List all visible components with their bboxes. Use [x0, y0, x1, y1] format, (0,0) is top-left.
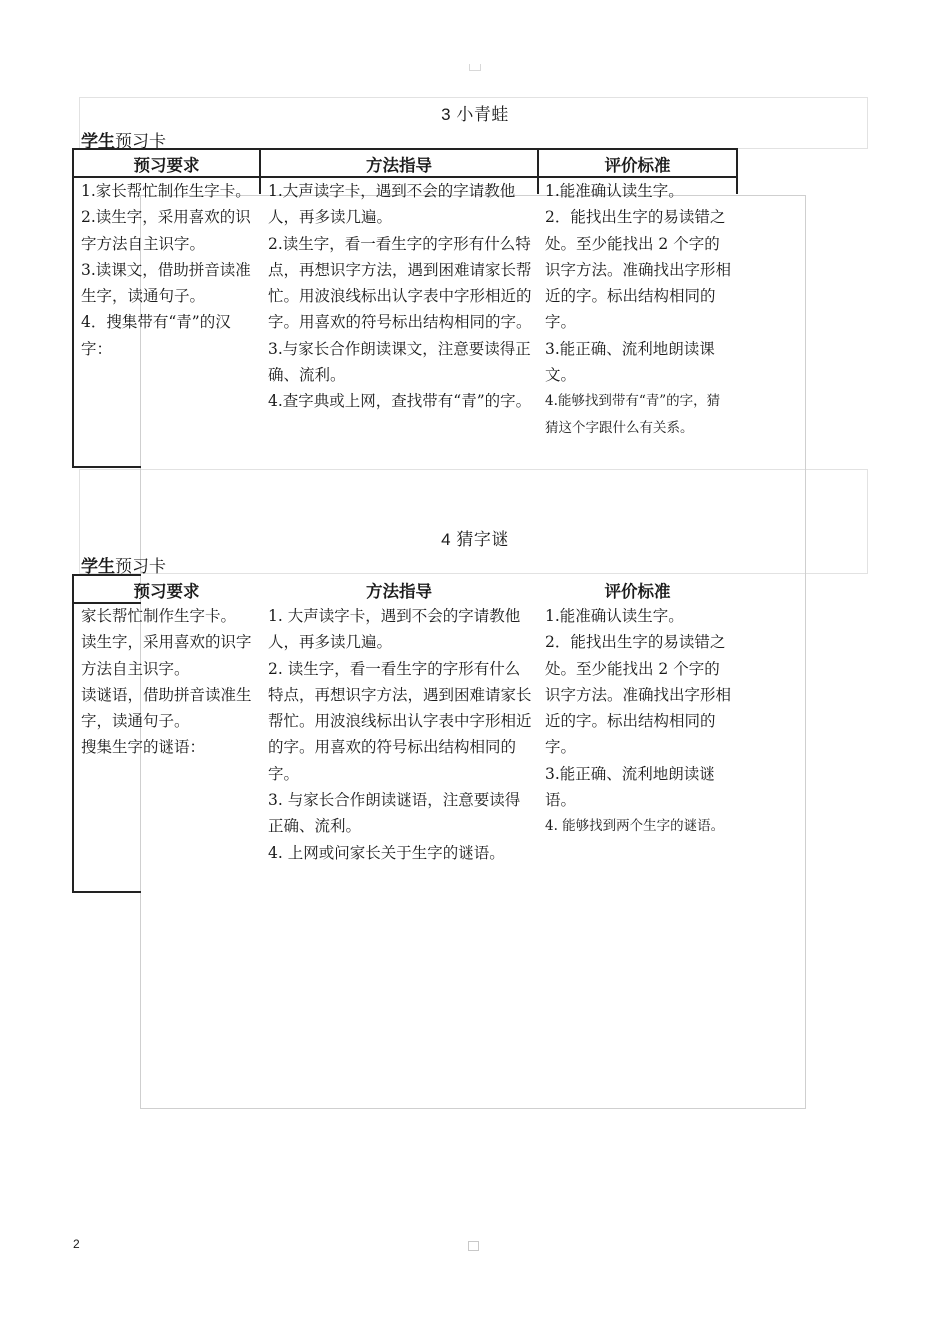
table2-requirements-cell [81, 603, 257, 761]
requirement-item: 1.家长帮忙制作生字卡。 [81, 182, 251, 200]
table1-methods-cell [268, 178, 532, 415]
criteria-item: 2．能找出生字的易读错之处。至少能找出 2 个字的识字方法。准确找出字形相近的字。标出结构相同的字。 [545, 633, 732, 757]
page-number: 2 [73, 1237, 80, 1251]
table2-header-criteria: 评价标准 [604, 583, 671, 601]
card-label-rest: 预习卡 [115, 557, 166, 576]
requirement-item: 读谜语，借助拼音读准生字，读通句子。 [81, 685, 252, 731]
header-mark [469, 64, 481, 71]
criteria-item: 4. 能够找到两个生字的谜语。 [545, 818, 725, 835]
requirement-item: 读生字，采用喜欢的识字方法自主识字。 [81, 633, 252, 678]
table2-top-border [72, 574, 141, 576]
requirement-item: 2.读生字，采用喜欢的识字方法自主识字。 [81, 208, 251, 253]
table1-top-border [72, 148, 738, 150]
method-item: 3.与家长合作朗读课文，注意要读得正确、流利。 [268, 339, 531, 385]
lesson-title-2: 4 猜字谜 [441, 530, 509, 549]
criteria-item: 3.能正确、流利地朗读课文。 [545, 339, 715, 385]
table1-right-border [736, 148, 738, 194]
table2-criteria-cell [545, 603, 733, 840]
table1-header-methods: 方法指导 [366, 157, 432, 175]
requirement-item: 4．搜集带有“青”的汉字： [81, 313, 231, 358]
requirement-item: 3.读课文，借助拼音读准生字，读通句子。 [81, 260, 251, 306]
card-label-rest: 预习卡 [115, 132, 166, 151]
method-item: 2.读生字，看一看生字的字形有什么特点，再想识字方法，遇到困难请家长帮忙。用波浪线标出认字表中字形相近的字。用喜欢的符号标出结构相同的字。 [268, 234, 532, 332]
criteria-item: 1.能准确认读生字。 [545, 607, 684, 625]
criteria-item: 1.能准确认读生字。 [545, 182, 684, 200]
table1-criteria-cell [545, 178, 733, 441]
table1-header-criteria: 评价标准 [604, 157, 671, 175]
table2-methods-cell [268, 603, 532, 866]
lesson-title-1: 3 小青蛙 [441, 105, 509, 124]
criteria-item: 4.能够找到带有“青”的字，猜猜这个字跟什么有关系。 [545, 393, 721, 436]
table2-bottom-border [72, 891, 141, 893]
method-item: 2. 读生字，看一看生字的字形有什么特点，再想识字方法，遇到困难请家长帮忙。用波浪线标出认字表中字形相近的字。用喜欢的符号标出结构相同的字。 [268, 659, 532, 783]
criteria-item: 3.能正确、流利地朗读谜语。 [545, 764, 715, 810]
table1-header-requirements: 预习要求 [133, 157, 200, 175]
method-item: 1. 大声读字卡，遇到不会的字请教他人，再多读几遍。 [268, 607, 521, 652]
footer-mark [468, 1241, 479, 1251]
requirement-item: 家长帮忙制作生字卡。 [81, 607, 237, 625]
table2-left-border [72, 574, 74, 893]
table2-header-requirements: 预习要求 [133, 583, 200, 601]
card-label-bold: 学生 [81, 557, 115, 576]
method-item: 4.查字典或上网，查找带有“青”的字。 [268, 392, 532, 411]
table2-header-methods: 方法指导 [366, 583, 432, 601]
method-item: 4. 上网或问家长关于生字的谜语。 [268, 843, 505, 862]
card-label-bold: 学生 [81, 132, 115, 151]
criteria-item: 2．能找出生字的易读错之处。至少能找出 2 个字的识字方法。准确找出字形相近的字。标出结构相同的字。 [545, 208, 732, 332]
requirement-item: 搜集生字的谜语： [81, 738, 206, 757]
method-item: 3. 与家长合作朗读谜语，注意要读得正确、流利。 [268, 791, 521, 836]
table1-bottom-border [72, 466, 141, 468]
method-item: 1.大声读字卡，遇到不会的字请教他人，再多读几遍。 [268, 182, 516, 227]
table1-left-border [72, 148, 74, 467]
table1-requirements-cell [81, 178, 257, 362]
